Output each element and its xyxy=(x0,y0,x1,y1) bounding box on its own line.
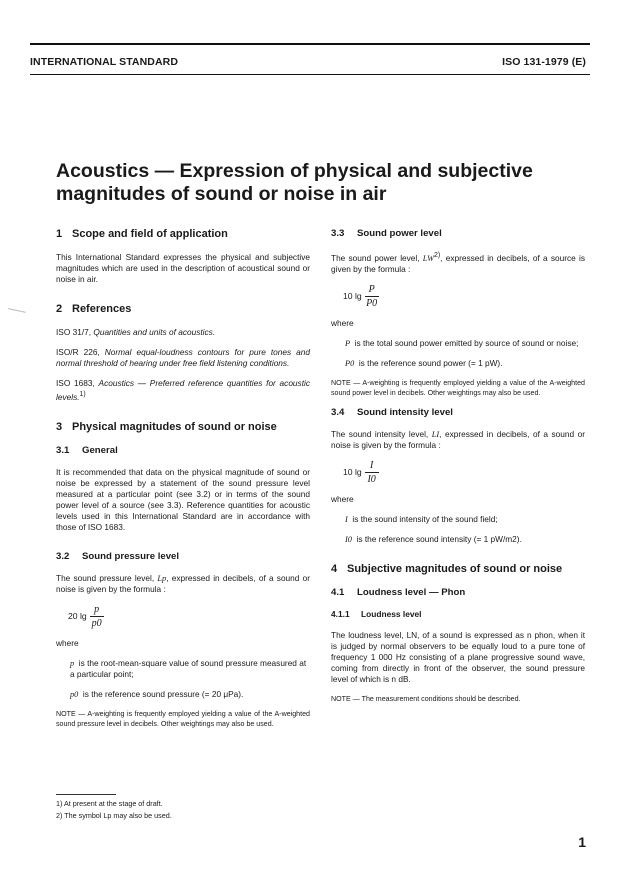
definition-symbol: p0 xyxy=(70,689,79,699)
where-label: where xyxy=(331,317,354,328)
section-number: 1 xyxy=(56,228,63,240)
section-number: 3.1 xyxy=(56,444,70,456)
section-4-1-1-text: The loudness level, LN, of a sound is expressed as n phon, when it is judged by normal observers to be equally loud to a pure tone of frequency 1 000 Hz consisting of a plane progressive sound wave, coming from directly in front of the observer, the sound pressure level of which is n dB. xyxy=(331,629,585,684)
section-3-4-heading xyxy=(331,407,585,419)
section-number: 3.2 xyxy=(56,550,70,562)
section-1-text: This International Standard expresses the physical and subjective magnitudes which are used in the description of acoustical sound or noise in air. xyxy=(56,252,310,284)
reference-title: Acoustics — Preferred reference quantities for acoustic levels. xyxy=(56,378,310,402)
section-title: References xyxy=(72,303,132,315)
formula-prefix: 20 lg xyxy=(68,610,87,621)
reference-title: Normal equal-loudness contours for pure tones and normal threshold of hearing under free field listening conditions. xyxy=(56,347,310,368)
symbol-lw: LW xyxy=(422,253,435,263)
section-number: 3.4 xyxy=(331,406,345,418)
formula-denominator: I0 xyxy=(367,473,376,485)
right-column xyxy=(331,228,585,713)
section-3-1-text: It is recommended that data on the physical magnitude of sound or noise be expressed by a statement of the sound pressure level measured at a particular point (see 3.2) or in terms of the sound power level of a source (see 3.3). Reference quantities for acoustic levels used in this International Standard are in accordance with those of ISO 1683. xyxy=(56,466,310,532)
header-rule xyxy=(30,74,590,75)
footnote-rule xyxy=(56,794,116,795)
definition-I: I is the sound intensity of the sound field; xyxy=(345,513,498,524)
definition-p: p is the root-mean-square value of sound pressure measured at a particular point; xyxy=(70,657,307,679)
definition-symbol: I0 xyxy=(345,534,352,544)
definition-I0: I0 is the reference sound intensity (= 1 pW/m2). xyxy=(345,533,522,544)
definition-P: P is the total sound power emitted by source of sound or noise; xyxy=(345,337,579,348)
section-1-heading xyxy=(56,228,310,241)
formula-fraction xyxy=(365,284,379,309)
definitions-list xyxy=(345,338,585,369)
section-title: Loudness level — Phon xyxy=(357,586,466,598)
sound-power-formula xyxy=(343,284,585,309)
reference-iso-1683 xyxy=(56,378,310,403)
section-3-3-heading xyxy=(331,228,585,240)
section-4-1-heading xyxy=(331,587,585,599)
section-4-heading xyxy=(331,563,585,576)
sound-intensity-formula xyxy=(343,460,585,485)
section-4-1-1-heading xyxy=(331,609,585,620)
reference-code: ISO 1683, xyxy=(56,378,95,388)
page-number: 1 xyxy=(578,834,586,850)
section-title: Sound intensity level xyxy=(357,406,453,418)
formula-numerator: I xyxy=(369,459,374,471)
footnote-2: 2) The symbol Lp may also be used. xyxy=(56,811,172,820)
section-3-4-text: The sound intensity level, LI, expressed in decibels, of a sound or noise is given by the formula : xyxy=(331,428,585,450)
footnote-1: 1) At present at the stage of draft. xyxy=(56,799,163,808)
formula-numerator: p xyxy=(94,603,100,615)
reference-iso-31-7 xyxy=(56,327,310,338)
section-3-2-note: NOTE — A-weighting is frequently employed yielding a value of the A-weighted sound pressure level in decibels. Other weightings may also be used. xyxy=(56,709,310,728)
top-rule xyxy=(30,43,590,45)
left-column xyxy=(56,228,310,738)
symbol-li: LI xyxy=(431,429,440,439)
section-3-1-heading xyxy=(56,445,310,457)
section-3-heading xyxy=(56,421,310,434)
document-title xyxy=(56,160,596,206)
definitions-list xyxy=(70,658,310,700)
reference-iso-r-226 xyxy=(56,347,310,369)
section-number: 4 xyxy=(331,562,338,575)
section-number: 4.1 xyxy=(331,586,345,598)
section-title: Scope and field of application xyxy=(72,228,228,240)
section-number: 3.3 xyxy=(331,228,345,239)
formula-denominator: p0 xyxy=(91,617,102,629)
where-label: where xyxy=(331,493,354,504)
title-line-1: Acoustics — Expression of physical and subjective xyxy=(56,160,533,182)
margin-mark xyxy=(8,308,26,313)
definition-symbol: I xyxy=(345,514,348,524)
formula-denominator: P0 xyxy=(366,297,378,309)
definitions-list xyxy=(345,514,585,545)
section-title: Sound pressure level xyxy=(82,550,180,562)
sound-pressure-formula xyxy=(68,604,310,629)
formula-numerator: P xyxy=(368,283,375,295)
section-number: 4.1.1 xyxy=(331,608,350,619)
section-title: Sound power level xyxy=(357,228,442,239)
definition-symbol: P xyxy=(345,338,351,348)
section-title: Physical magnitudes of sound or noise xyxy=(72,420,277,433)
section-title: Loudness level xyxy=(361,608,422,619)
section-title: General xyxy=(82,444,118,456)
section-3-2-text: The sound pressure level, Lp, expressed in decibels, of a sound or noise is given by the formula : xyxy=(56,572,310,594)
formula-prefix: 10 lg xyxy=(343,290,362,301)
section-number: 2 xyxy=(56,303,63,315)
section-2-heading xyxy=(56,303,310,316)
section-number: 3 xyxy=(56,420,63,433)
header-standard-label: INTERNATIONAL STANDARD xyxy=(30,56,179,68)
formula-fraction xyxy=(90,604,104,629)
header-document-number: ISO 131-1979 (E) xyxy=(502,56,586,68)
symbol-lp: Lp xyxy=(157,573,167,583)
definition-p0: p0 is the reference sound pressure (= 20 μPa). xyxy=(70,688,244,699)
section-4-1-1-note: NOTE — The measurement conditions should be described. xyxy=(331,694,521,703)
section-3-2-heading xyxy=(56,551,310,563)
definition-symbol: P0 xyxy=(345,358,355,368)
definition-symbol: p xyxy=(70,658,75,668)
title-line-2: magnitudes of sound or noise in air xyxy=(56,183,387,205)
where-label: where xyxy=(56,637,79,648)
footnote-marker: 1) xyxy=(79,391,86,398)
formula-prefix: 10 lg xyxy=(343,466,362,477)
section-title: Subjective magnitudes of sound or noise xyxy=(347,562,563,575)
section-3-3-text: The sound power level, LW$^{2)}$, expressed in decibels, of a source is given by the formula : xyxy=(331,252,585,274)
definition-P0: P0 is the reference sound power (= 1 pW). xyxy=(345,357,503,368)
reference-title: Quantities and units of acoustics. xyxy=(93,327,216,337)
footnote-marker: 2) xyxy=(434,252,441,259)
formula-fraction xyxy=(365,460,379,485)
section-3-3-note: NOTE — A-weighting is frequently employed yielding a value of the A-weighted sound power level in decibels. Other weightings may also be used. xyxy=(331,378,585,397)
reference-code: ISO/R 226, xyxy=(56,347,100,357)
reference-code: ISO 31/7, xyxy=(56,327,92,337)
